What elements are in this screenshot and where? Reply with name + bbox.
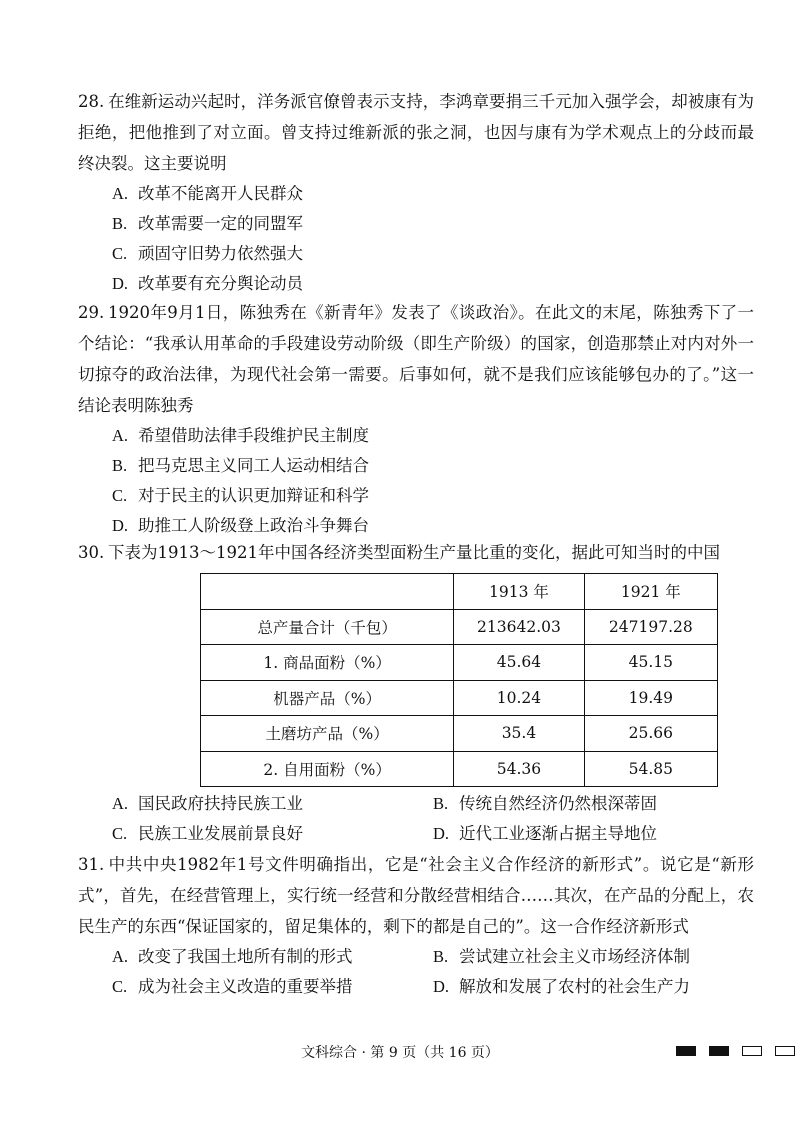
empty-mark-icon [742,1046,762,1056]
table-cell: 土磨坊产品（%） [201,716,454,752]
question-31 [78,849,754,1002]
table-row [201,609,718,645]
option-a: A. 改变了我国土地所有制的形式 [112,947,353,966]
question-31-stem [78,849,754,942]
question-30 [78,537,754,568]
stem-text: 在维新运动兴起时，洋务派官僚曾表示支持，李鸿章要捐三千元加入强学会，却被康有为拒绝，把他推到了对立面。曾支持过维新派的张之洞，也因与康有为学术观点上的分歧而最终决裂。这主要说明 [78,92,754,173]
question-30-stem [78,537,754,568]
question-number: 28. [78,92,105,111]
option-d: D. 解放和发展了农村的社会生产力 [433,977,690,996]
table-cell: 总产量合计（千包） [201,609,454,645]
table-row [201,716,718,752]
option-a: A. 改革不能离开人民群众 [112,184,303,203]
table-cell: 45.64 [454,645,584,681]
option-c: C. 顽固守旧势力依然强大 [112,244,303,263]
option-row [78,819,754,849]
table-cell: 35.4 [454,716,584,752]
option-a: A. 希望借助法律手段维护民主制度 [112,426,369,445]
table-cell: 213642.03 [454,609,584,645]
table-cell: 25.66 [584,716,717,752]
option-d: D. 近代工业逐渐占据主导地位 [433,824,657,843]
question-29-stem [78,297,754,421]
table-header-cell [201,574,454,610]
option-a: A. 国民政府扶持民族工业 [112,794,303,813]
table-cell: 机器产品（%） [201,680,454,716]
option-b: B. 改革需要一定的同盟军 [112,214,303,233]
table-cell: 1. 商品面粉（%） [201,645,454,681]
option-row [78,972,754,1002]
question-28-stem [78,86,754,179]
question-number: 29. [78,303,105,322]
flour-production-table [200,573,718,787]
question-number: 30. [78,543,105,562]
table-row [201,751,718,787]
option-b: B. 尝试建立社会主义市场经济体制 [433,947,690,966]
filled-mark-icon [676,1046,696,1056]
empty-mark-icon [775,1046,795,1056]
table-cell: 19.49 [584,680,717,716]
option-row [78,789,754,819]
filled-mark-icon [709,1046,729,1056]
table-cell: 45.15 [584,645,717,681]
table-header-cell: 1913 年 [454,574,584,610]
option-d: D. 改革要有充分舆论动员 [112,274,303,293]
table-cell: 2. 自用面粉（%） [201,751,454,787]
table-cell: 247197.28 [584,609,717,645]
scan-marks [676,1046,795,1056]
stem-text: 下表为1913～1921年中国各经济类型面粉生产量比重的变化，据此可知当时的中国 [108,543,720,562]
option-c: C. 成为社会主义改造的重要举措 [112,977,353,996]
option-d: D. 助推工人阶级登上政治斗争舞台 [112,516,369,535]
question-28 [78,86,754,299]
table-row [201,680,718,716]
option-b: B. 传统自然经济仍然根深蒂固 [433,794,657,813]
option-row [78,942,754,972]
table-cell: 10.24 [454,680,584,716]
stem-text: 1920年9月1日，陈独秀在《新青年》发表了《谈政治》。在此文的末尾，陈独秀下了一个结论：“我承认用革命的手段建设劳动阶级（即生产阶级）的国家，创造那禁止对内对外一切掠夺的政治法律，为现代社会第一需要。后事如何，就不是我们应该能够包办的了。”这一结论表明陈独秀 [78,303,754,415]
table-header-row [201,574,718,610]
table-cell: 54.36 [454,751,584,787]
question-30-options [78,789,754,849]
option-c: C. 对于民主的认识更加辩证和科学 [112,486,369,505]
stem-text: 中共中央1982年1号文件明确指出，它是“社会主义合作经济的新形式”。说它是“新形式”，首先，在经营管理上，实行统一经营和分散经营相结合……其次，在产品的分配上，农民生产的东西“保证国家的，留足集体的，剩下的都是自己的”。这一合作经济新形式 [78,855,754,936]
question-29 [78,297,754,541]
table-row [201,645,718,681]
option-c: C. 民族工业发展前景良好 [112,824,303,843]
option-b: B. 把马克思主义同工人运动相结合 [112,456,369,475]
table-header-cell: 1921 年 [584,574,717,610]
page-footer: 文科综合 · 第 9 页（共 16 页） [301,1045,499,1061]
table-cell: 54.85 [584,751,717,787]
question-number: 31. [78,855,105,874]
